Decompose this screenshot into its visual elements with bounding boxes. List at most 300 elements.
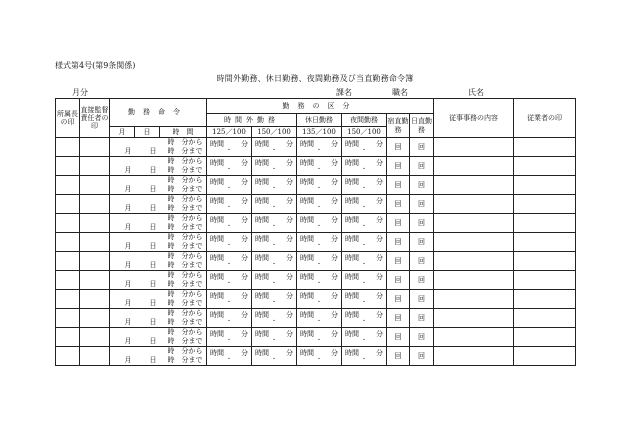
minutes-unit: 分	[376, 139, 383, 148]
overtime-125-cell[interactable]	[207, 347, 252, 366]
supervisor-seal-cell[interactable]	[80, 290, 110, 309]
holiday-135-cell[interactable]	[297, 252, 342, 271]
separator-dot: ・	[225, 146, 232, 154]
separator-dot: ・	[270, 184, 277, 192]
day-label: 日	[135, 223, 160, 233]
month-blank[interactable]	[110, 252, 135, 262]
overtime-125-cell[interactable]	[207, 271, 252, 290]
month-subheader: 月	[110, 127, 135, 138]
month-label: 月	[110, 147, 135, 157]
separator-dot: ・	[315, 241, 322, 249]
overtime-125-cell[interactable]	[207, 309, 252, 328]
overtime-150-cell[interactable]	[252, 271, 297, 290]
minutes-unit: 分	[286, 291, 293, 300]
separator-dot: ・	[225, 336, 232, 344]
hours-unit: 時間	[255, 253, 269, 262]
work-content-cell[interactable]	[434, 252, 514, 271]
minutes-unit: 分	[331, 177, 338, 186]
separator-dot: ・	[360, 203, 367, 211]
minutes-unit: 分	[331, 329, 338, 338]
month-label: 月	[110, 185, 135, 195]
day-duty-count[interactable]	[410, 347, 434, 366]
night-duty-count[interactable]	[387, 252, 410, 271]
minutes-unit: 分	[286, 272, 293, 281]
minutes-unit: 分	[286, 329, 293, 338]
month-blank[interactable]	[110, 214, 135, 224]
to-minute-label: 分まで	[178, 261, 207, 271]
month-label: 月	[110, 242, 135, 252]
minutes-unit: 分	[241, 215, 248, 224]
end-hour-label: 時	[160, 204, 178, 214]
night-150-cell[interactable]	[342, 328, 387, 347]
minutes-unit: 分	[286, 234, 293, 243]
day-blank[interactable]	[135, 195, 160, 205]
separator-dot: ・	[270, 298, 277, 306]
day-duty-header: 日直勤務	[410, 114, 434, 138]
chief-seal-cell[interactable]	[56, 157, 80, 176]
minutes-unit: 分	[376, 291, 383, 300]
separator-dot: ・	[315, 165, 322, 173]
day-label: 日	[135, 242, 160, 252]
from-minute-label: 分から	[178, 347, 207, 357]
from-minute-label: 分から	[178, 233, 207, 243]
chief-seal-cell[interactable]	[56, 176, 80, 195]
hours-unit: 時間	[300, 272, 314, 281]
worker-seal-cell[interactable]	[514, 157, 576, 176]
overtime-125-cell[interactable]	[207, 176, 252, 195]
rate-125-header: 125／100	[207, 127, 252, 138]
month-blank[interactable]	[110, 195, 135, 205]
day-blank[interactable]	[135, 157, 160, 167]
night-150-cell[interactable]	[342, 157, 387, 176]
overtime-150-cell[interactable]	[252, 233, 297, 252]
hours-subheader: 時 間	[160, 127, 207, 138]
supervisor-seal-cell[interactable]	[80, 252, 110, 271]
holiday-135-cell[interactable]	[297, 233, 342, 252]
day-duty-count[interactable]	[410, 252, 434, 271]
minutes-unit: 分	[241, 310, 248, 319]
holiday-135-cell[interactable]	[297, 138, 342, 157]
chief-seal-cell[interactable]	[56, 309, 80, 328]
night-150-cell[interactable]	[342, 271, 387, 290]
supervisor-seal-cell[interactable]	[80, 328, 110, 347]
entry-row	[56, 252, 576, 262]
minutes-unit: 分	[331, 348, 338, 357]
work-content-cell[interactable]	[434, 157, 514, 176]
night-duty-count[interactable]	[387, 290, 410, 309]
overtime-150-cell[interactable]	[252, 309, 297, 328]
count-unit: 回	[418, 351, 426, 360]
night-150-cell[interactable]	[342, 214, 387, 233]
day-blank[interactable]	[135, 271, 160, 281]
night-duty-count[interactable]	[387, 271, 410, 290]
separator-dot: ・	[315, 336, 322, 344]
month-label: 月	[110, 223, 135, 233]
night-150-cell[interactable]	[342, 233, 387, 252]
day-subheader: 日	[135, 127, 160, 138]
chief-seal-cell[interactable]	[56, 195, 80, 214]
overtime-125-cell[interactable]	[207, 138, 252, 157]
night-150-cell[interactable]	[342, 195, 387, 214]
month-blank[interactable]	[110, 347, 135, 357]
separator-dot: ・	[360, 146, 367, 154]
minutes-unit: 分	[331, 272, 338, 281]
to-minute-label: 分まで	[178, 280, 207, 290]
minutes-unit: 分	[376, 253, 383, 262]
separator-dot: ・	[315, 203, 322, 211]
to-minute-label: 分まで	[178, 356, 207, 366]
supervisor-seal-cell[interactable]	[80, 347, 110, 366]
document-title: 時間外勤務、休日勤務、夜間勤務及び当直勤務命令簿	[216, 74, 414, 83]
month-blank[interactable]	[110, 233, 135, 243]
supervisor-seal-cell[interactable]	[80, 195, 110, 214]
overtime-125-cell[interactable]	[207, 328, 252, 347]
day-duty-count[interactable]	[410, 328, 434, 347]
separator-dot: ・	[225, 260, 232, 268]
overtime-150-cell[interactable]	[252, 176, 297, 195]
day-blank[interactable]	[135, 328, 160, 338]
chief-seal-cell[interactable]	[56, 214, 80, 233]
night-duty-header: 宿直勤務	[387, 114, 410, 138]
night-150-cell[interactable]	[342, 176, 387, 195]
minutes-unit: 分	[376, 310, 383, 319]
chief-seal-header: 所属長の印	[56, 99, 80, 138]
month-blank[interactable]	[110, 271, 135, 281]
night-duty-count[interactable]	[387, 138, 410, 157]
hours-unit: 時間	[210, 196, 224, 205]
day-blank[interactable]	[135, 309, 160, 319]
month-label: 月	[110, 204, 135, 214]
day-blank[interactable]	[135, 290, 160, 300]
start-hour-label: 時	[160, 309, 178, 319]
worker-seal-header: 従業者の印	[514, 99, 576, 138]
entry-row	[56, 328, 576, 338]
start-hour-label: 時	[160, 138, 178, 148]
night-duty-count[interactable]	[387, 347, 410, 366]
minutes-unit: 分	[241, 253, 248, 262]
day-blank[interactable]	[135, 252, 160, 262]
to-minute-label: 分まで	[178, 318, 207, 328]
overtime-125-cell[interactable]	[207, 195, 252, 214]
end-hour-label: 時	[160, 185, 178, 195]
separator-dot: ・	[225, 165, 232, 173]
month-blank[interactable]	[110, 328, 135, 338]
start-hour-label: 時	[160, 157, 178, 167]
minutes-unit: 分	[241, 177, 248, 186]
supervisor-seal-cell[interactable]	[80, 233, 110, 252]
division-header: 勤務の区分	[207, 99, 434, 114]
worker-seal-cell[interactable]	[514, 309, 576, 328]
supervisor-seal-cell[interactable]	[80, 271, 110, 290]
work-content-cell[interactable]	[434, 290, 514, 309]
separator-dot: ・	[270, 146, 277, 154]
hours-unit: 時間	[210, 215, 224, 224]
minutes-unit: 分	[376, 234, 383, 243]
end-hour-label: 時	[160, 280, 178, 290]
night-150-cell[interactable]	[342, 290, 387, 309]
overtime-header: 時間外勤務	[207, 114, 297, 127]
department-label: 課名	[336, 88, 352, 97]
separator-dot: ・	[270, 203, 277, 211]
night-duty-count[interactable]	[387, 214, 410, 233]
start-hour-label: 時	[160, 271, 178, 281]
day-duty-count[interactable]	[410, 195, 434, 214]
separator-dot: ・	[270, 222, 277, 230]
chief-seal-cell[interactable]	[56, 138, 80, 157]
minutes-unit: 分	[286, 139, 293, 148]
worker-seal-cell[interactable]	[514, 347, 576, 366]
month-label: 月	[110, 318, 135, 328]
day-duty-count[interactable]	[410, 233, 434, 252]
day-duty-count[interactable]	[410, 138, 434, 157]
end-hour-label: 時	[160, 356, 178, 366]
day-blank[interactable]	[135, 347, 160, 357]
day-label: 日	[135, 318, 160, 328]
night-duty-count[interactable]	[387, 309, 410, 328]
minutes-unit: 分	[241, 234, 248, 243]
supervisor-seal-header: 直接監督責任者の印	[80, 99, 110, 138]
minutes-unit: 分	[331, 310, 338, 319]
chief-seal-cell[interactable]	[56, 328, 80, 347]
worker-seal-cell[interactable]	[514, 290, 576, 309]
separator-dot: ・	[360, 279, 367, 287]
hours-unit: 時間	[345, 291, 359, 300]
hours-unit: 時間	[255, 177, 269, 186]
minutes-unit: 分	[331, 158, 338, 167]
minutes-unit: 分	[286, 348, 293, 357]
hours-unit: 時間	[255, 234, 269, 243]
from-minute-label: 分から	[178, 157, 207, 167]
start-hour-label: 時	[160, 176, 178, 186]
separator-dot: ・	[225, 203, 232, 211]
holiday-135-cell[interactable]	[297, 214, 342, 233]
minutes-unit: 分	[241, 196, 248, 205]
night-150-cell[interactable]	[342, 347, 387, 366]
work-content-cell[interactable]	[434, 176, 514, 195]
worker-seal-cell[interactable]	[514, 176, 576, 195]
to-minute-label: 分まで	[178, 223, 207, 233]
worker-seal-cell[interactable]	[514, 195, 576, 214]
night-duty-count[interactable]	[387, 328, 410, 347]
night-header: 夜間勤務	[342, 114, 387, 127]
separator-dot: ・	[270, 355, 277, 363]
overtime-150-cell[interactable]	[252, 138, 297, 157]
rate-135-header: 135／100	[297, 127, 342, 138]
overtime-150-cell[interactable]	[252, 157, 297, 176]
to-minute-label: 分まで	[178, 299, 207, 309]
supervisor-seal-cell[interactable]	[80, 138, 110, 157]
minutes-unit: 分	[241, 158, 248, 167]
month-label: 月	[110, 337, 135, 347]
start-hour-label: 時	[160, 214, 178, 224]
name-label: 氏名	[468, 88, 484, 97]
hours-unit: 時間	[300, 348, 314, 357]
month-blank[interactable]	[110, 157, 135, 167]
holiday-135-cell[interactable]	[297, 328, 342, 347]
count-unit: 回	[418, 332, 426, 341]
chief-seal-cell[interactable]	[56, 347, 80, 366]
count-unit: 回	[394, 332, 402, 341]
minutes-unit: 分	[376, 329, 383, 338]
overtime-125-cell[interactable]	[207, 252, 252, 271]
entry-row	[56, 309, 576, 319]
start-hour-label: 時	[160, 290, 178, 300]
count-unit: 回	[418, 294, 426, 303]
overtime-125-cell[interactable]	[207, 233, 252, 252]
hours-unit: 時間	[345, 215, 359, 224]
to-minute-label: 分まで	[178, 185, 207, 195]
separator-dot: ・	[225, 355, 232, 363]
night-duty-count[interactable]	[387, 233, 410, 252]
day-blank[interactable]	[135, 214, 160, 224]
separator-dot: ・	[315, 355, 322, 363]
month-label: 月	[110, 299, 135, 309]
day-blank[interactable]	[135, 233, 160, 243]
overtime-125-cell[interactable]	[207, 157, 252, 176]
holiday-135-cell[interactable]	[297, 195, 342, 214]
night-150-cell[interactable]	[342, 309, 387, 328]
hours-unit: 時間	[210, 177, 224, 186]
day-duty-count[interactable]	[410, 176, 434, 195]
hours-unit: 時間	[255, 158, 269, 167]
to-minute-label: 分まで	[178, 147, 207, 157]
day-label: 日	[135, 356, 160, 366]
work-content-cell[interactable]	[434, 233, 514, 252]
day-duty-count[interactable]	[410, 214, 434, 233]
count-unit: 回	[418, 313, 426, 322]
count-unit: 回	[418, 275, 426, 284]
holiday-135-cell[interactable]	[297, 309, 342, 328]
work-content-cell[interactable]	[434, 347, 514, 366]
day-duty-count[interactable]	[410, 157, 434, 176]
worker-seal-cell[interactable]	[514, 214, 576, 233]
holiday-135-cell[interactable]	[297, 157, 342, 176]
overtime-150-cell[interactable]	[252, 290, 297, 309]
month-blank[interactable]	[110, 176, 135, 186]
supervisor-seal-cell[interactable]	[80, 309, 110, 328]
rate-150-night-header: 150／100	[342, 127, 387, 138]
chief-seal-cell[interactable]	[56, 271, 80, 290]
holiday-135-cell[interactable]	[297, 347, 342, 366]
from-minute-label: 分から	[178, 290, 207, 300]
count-unit: 回	[418, 142, 426, 151]
work-content-cell[interactable]	[434, 309, 514, 328]
holiday-135-cell[interactable]	[297, 290, 342, 309]
day-duty-count[interactable]	[410, 290, 434, 309]
minutes-unit: 分	[241, 272, 248, 281]
minutes-unit: 分	[241, 291, 248, 300]
worker-seal-cell[interactable]	[514, 233, 576, 252]
chief-seal-cell[interactable]	[56, 252, 80, 271]
worker-seal-cell[interactable]	[514, 252, 576, 271]
from-minute-label: 分から	[178, 252, 207, 262]
work-content-cell[interactable]	[434, 214, 514, 233]
minutes-unit: 分	[286, 253, 293, 262]
night-150-cell[interactable]	[342, 138, 387, 157]
hours-unit: 時間	[345, 139, 359, 148]
hours-unit: 時間	[255, 272, 269, 281]
hours-unit: 時間	[210, 291, 224, 300]
worker-seal-cell[interactable]	[514, 328, 576, 347]
work-content-cell[interactable]	[434, 271, 514, 290]
from-minute-label: 分から	[178, 138, 207, 148]
supervisor-seal-cell[interactable]	[80, 214, 110, 233]
worker-seal-cell[interactable]	[514, 271, 576, 290]
separator-dot: ・	[360, 317, 367, 325]
separator-dot: ・	[225, 317, 232, 325]
holiday-135-cell[interactable]	[297, 176, 342, 195]
work-content-cell[interactable]	[434, 195, 514, 214]
hours-unit: 時間	[255, 348, 269, 357]
overtime-150-cell[interactable]	[252, 195, 297, 214]
overtime-150-cell[interactable]	[252, 252, 297, 271]
overtime-150-cell[interactable]	[252, 214, 297, 233]
form-number: 様式第4号(第9条関係)	[55, 61, 136, 70]
hours-unit: 時間	[210, 272, 224, 281]
overtime-125-cell[interactable]	[207, 214, 252, 233]
day-blank[interactable]	[135, 138, 160, 148]
work-content-cell[interactable]	[434, 138, 514, 157]
day-blank[interactable]	[135, 176, 160, 186]
night-150-cell[interactable]	[342, 252, 387, 271]
minutes-unit: 分	[376, 177, 383, 186]
end-hour-label: 時	[160, 223, 178, 233]
minutes-unit: 分	[331, 234, 338, 243]
from-minute-label: 分から	[178, 195, 207, 205]
night-duty-count[interactable]	[387, 176, 410, 195]
separator-dot: ・	[270, 241, 277, 249]
minutes-unit: 分	[331, 139, 338, 148]
overtime-150-cell[interactable]	[252, 347, 297, 366]
month-blank[interactable]	[110, 138, 135, 148]
count-unit: 回	[394, 161, 402, 170]
separator-dot: ・	[225, 241, 232, 249]
separator-dot: ・	[225, 222, 232, 230]
hours-unit: 時間	[300, 253, 314, 262]
night-duty-count[interactable]	[387, 195, 410, 214]
separator-dot: ・	[315, 279, 322, 287]
entry-row	[56, 233, 576, 243]
supervisor-seal-cell[interactable]	[80, 157, 110, 176]
count-unit: 回	[394, 142, 402, 151]
minutes-unit: 分	[376, 348, 383, 357]
month-blank[interactable]	[110, 309, 135, 319]
minutes-unit: 分	[331, 253, 338, 262]
day-duty-count[interactable]	[410, 309, 434, 328]
worker-seal-cell[interactable]	[514, 138, 576, 157]
supervisor-seal-cell[interactable]	[80, 176, 110, 195]
overtime-125-cell[interactable]	[207, 290, 252, 309]
holiday-135-cell[interactable]	[297, 271, 342, 290]
end-hour-label: 時	[160, 337, 178, 347]
chief-seal-cell[interactable]	[56, 290, 80, 309]
day-duty-count[interactable]	[410, 271, 434, 290]
count-unit: 回	[394, 256, 402, 265]
rate-150-overtime-header: 150／100	[252, 127, 297, 138]
separator-dot: ・	[315, 146, 322, 154]
to-minute-label: 分まで	[178, 242, 207, 252]
separator-dot: ・	[360, 336, 367, 344]
work-content-cell[interactable]	[434, 328, 514, 347]
hours-unit: 時間	[300, 234, 314, 243]
overtime-150-cell[interactable]	[252, 328, 297, 347]
month-blank[interactable]	[110, 290, 135, 300]
start-hour-label: 時	[160, 233, 178, 243]
hours-unit: 時間	[210, 139, 224, 148]
night-duty-count[interactable]	[387, 157, 410, 176]
chief-seal-cell[interactable]	[56, 233, 80, 252]
minutes-unit: 分	[331, 196, 338, 205]
